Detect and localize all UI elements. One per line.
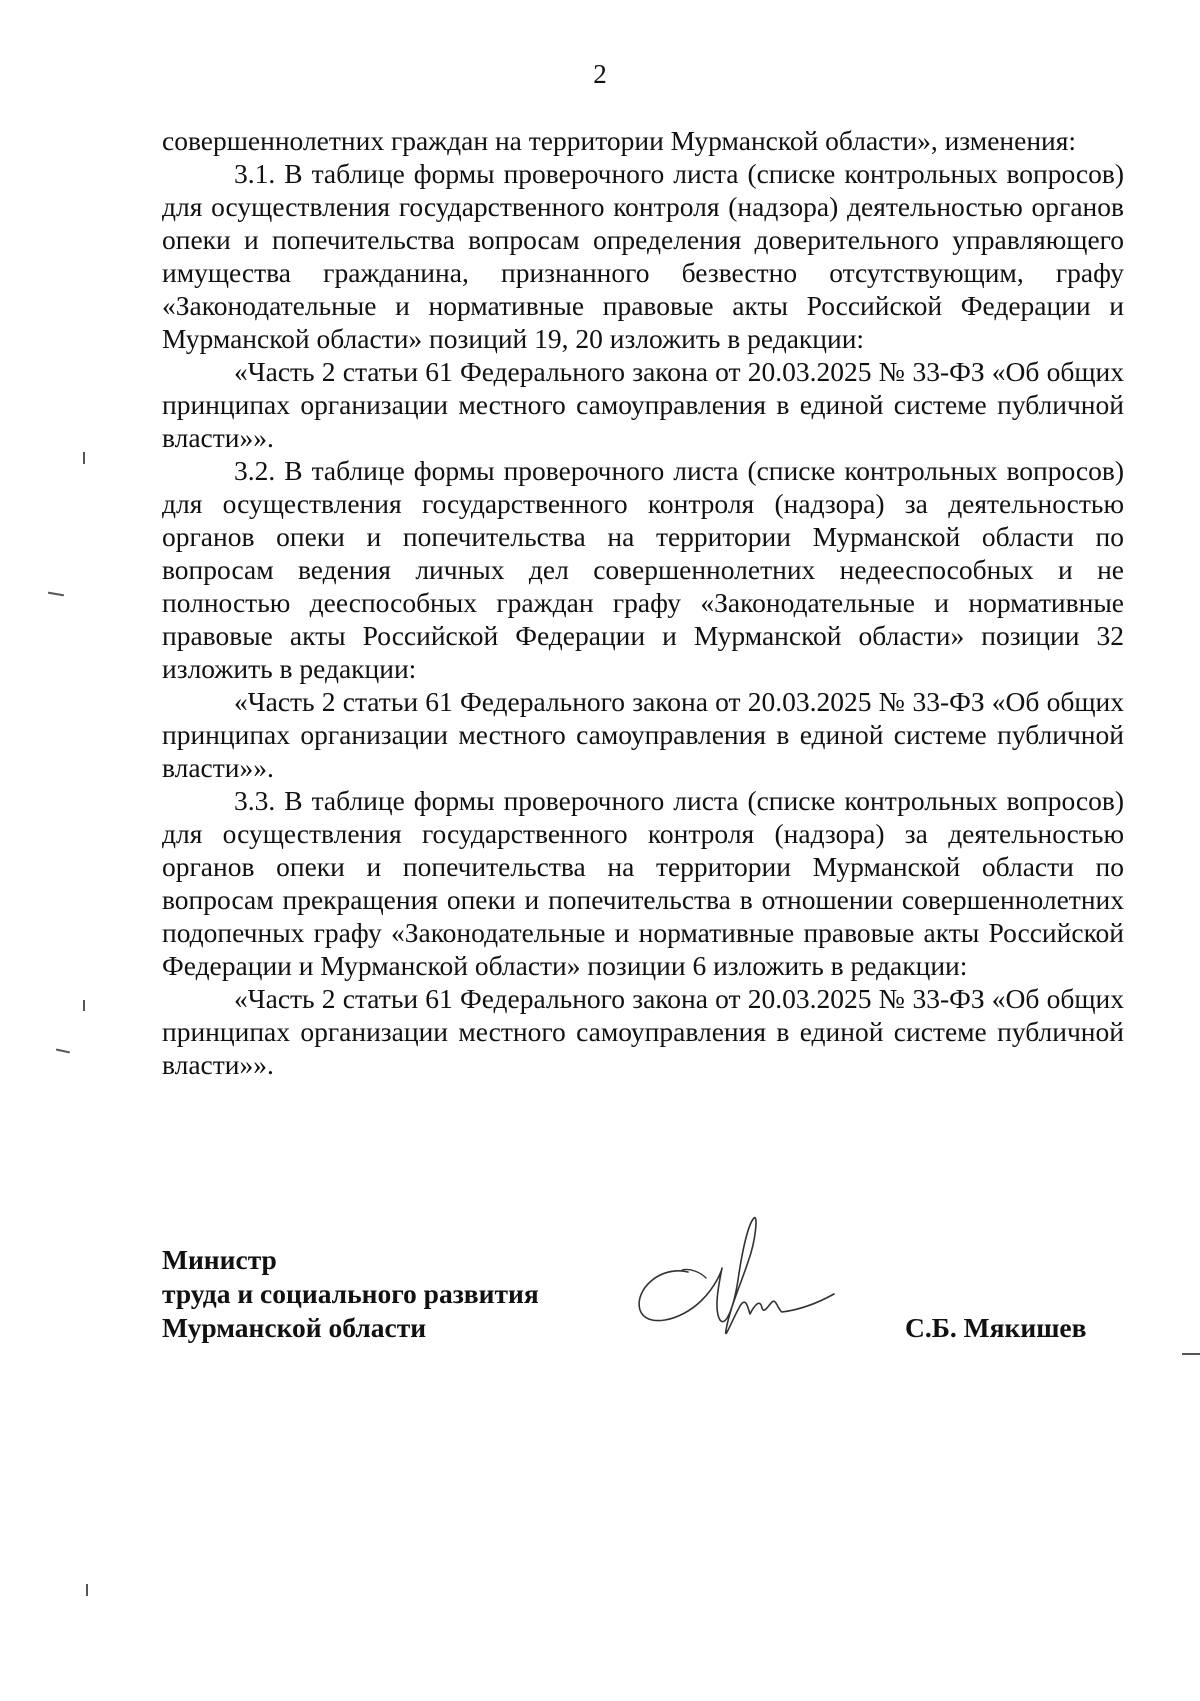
quote-paragraph: «Часть 2 статьи 61 Федерального закона от 20.03.2025 № 33-ФЗ «Об общих принципах организации местного самоуправления в единой системе публичной власти»». (162, 686, 1124, 783)
scan-artifact (56, 1049, 70, 1053)
paragraph: 3.3. В таблице формы проверочного листа (списке контрольных вопросов) для осуществления государственного контроля (надзора) за деятельностью органов опеки и попечительства на территории Мурманской области по вопросам прекращения опеки и попечительства в отношении совершеннолетних подопечных графу «Законодательные и нормативные правовые акты Российской Федерации и Мурманской области» позиции 6 изложить в редакции: (162, 785, 1124, 981)
signatory-name: С.Б. Мякишев (905, 1312, 1087, 1343)
signatory-position-line: труда и социального развития (162, 1278, 539, 1309)
signatory-position-line: Мурманской области (162, 1312, 427, 1343)
paragraph: совершеннолетних граждан на территории Мурманской области», изменения: (162, 125, 1077, 156)
paragraph: 3.1. В таблице формы проверочного листа (списке контрольных вопросов) для осуществления государственного контроля (надзора) деятельностью органов опеки и попечительства вопросам определения доверительного управляющего имущества гражданина, признанного безвестно отсутствующим, графу «Законодательные и нормативные правовые акты Российской Федерации и Мурманской области» позиций 19, 20 изложить в редакции: (162, 158, 1124, 354)
scan-artifact (48, 592, 64, 596)
signatory-position-line: Министр (162, 1244, 277, 1275)
scan-artifact (83, 1000, 85, 1011)
scan-artifact (86, 1584, 88, 1596)
signatory-position (162, 1243, 539, 1345)
page-number: 2 (593, 59, 607, 89)
quote-paragraph: «Часть 2 статьи 61 Федерального закона от 20.03.2025 № 33-ФЗ «Об общих принципах организации местного самоуправления в единой системе публичной власти»». (162, 356, 1124, 453)
paragraph: 3.2. В таблице формы проверочного листа (списке контрольных вопросов) для осуществления государственного контроля (надзора) за деятельностью органов опеки и попечительства на территории Мурманской области по вопросам ведения личных дел совершеннолетних недееспособных и не полностью дееспособных граждан графу «Законодательные и нормативные правовые акты Российской Федерации и Мурманской области» позиции 32 изложить в редакции: (162, 455, 1124, 684)
document-body (162, 124, 1124, 1081)
quote-paragraph: «Часть 2 статьи 61 Федерального закона от 20.03.2025 № 33-ФЗ «Об общих принципах организации местного самоуправления в единой системе публичной власти»». (162, 983, 1124, 1080)
scan-artifact (83, 452, 85, 464)
handwritten-signature (630, 1210, 840, 1350)
scan-artifact (1182, 1353, 1200, 1355)
